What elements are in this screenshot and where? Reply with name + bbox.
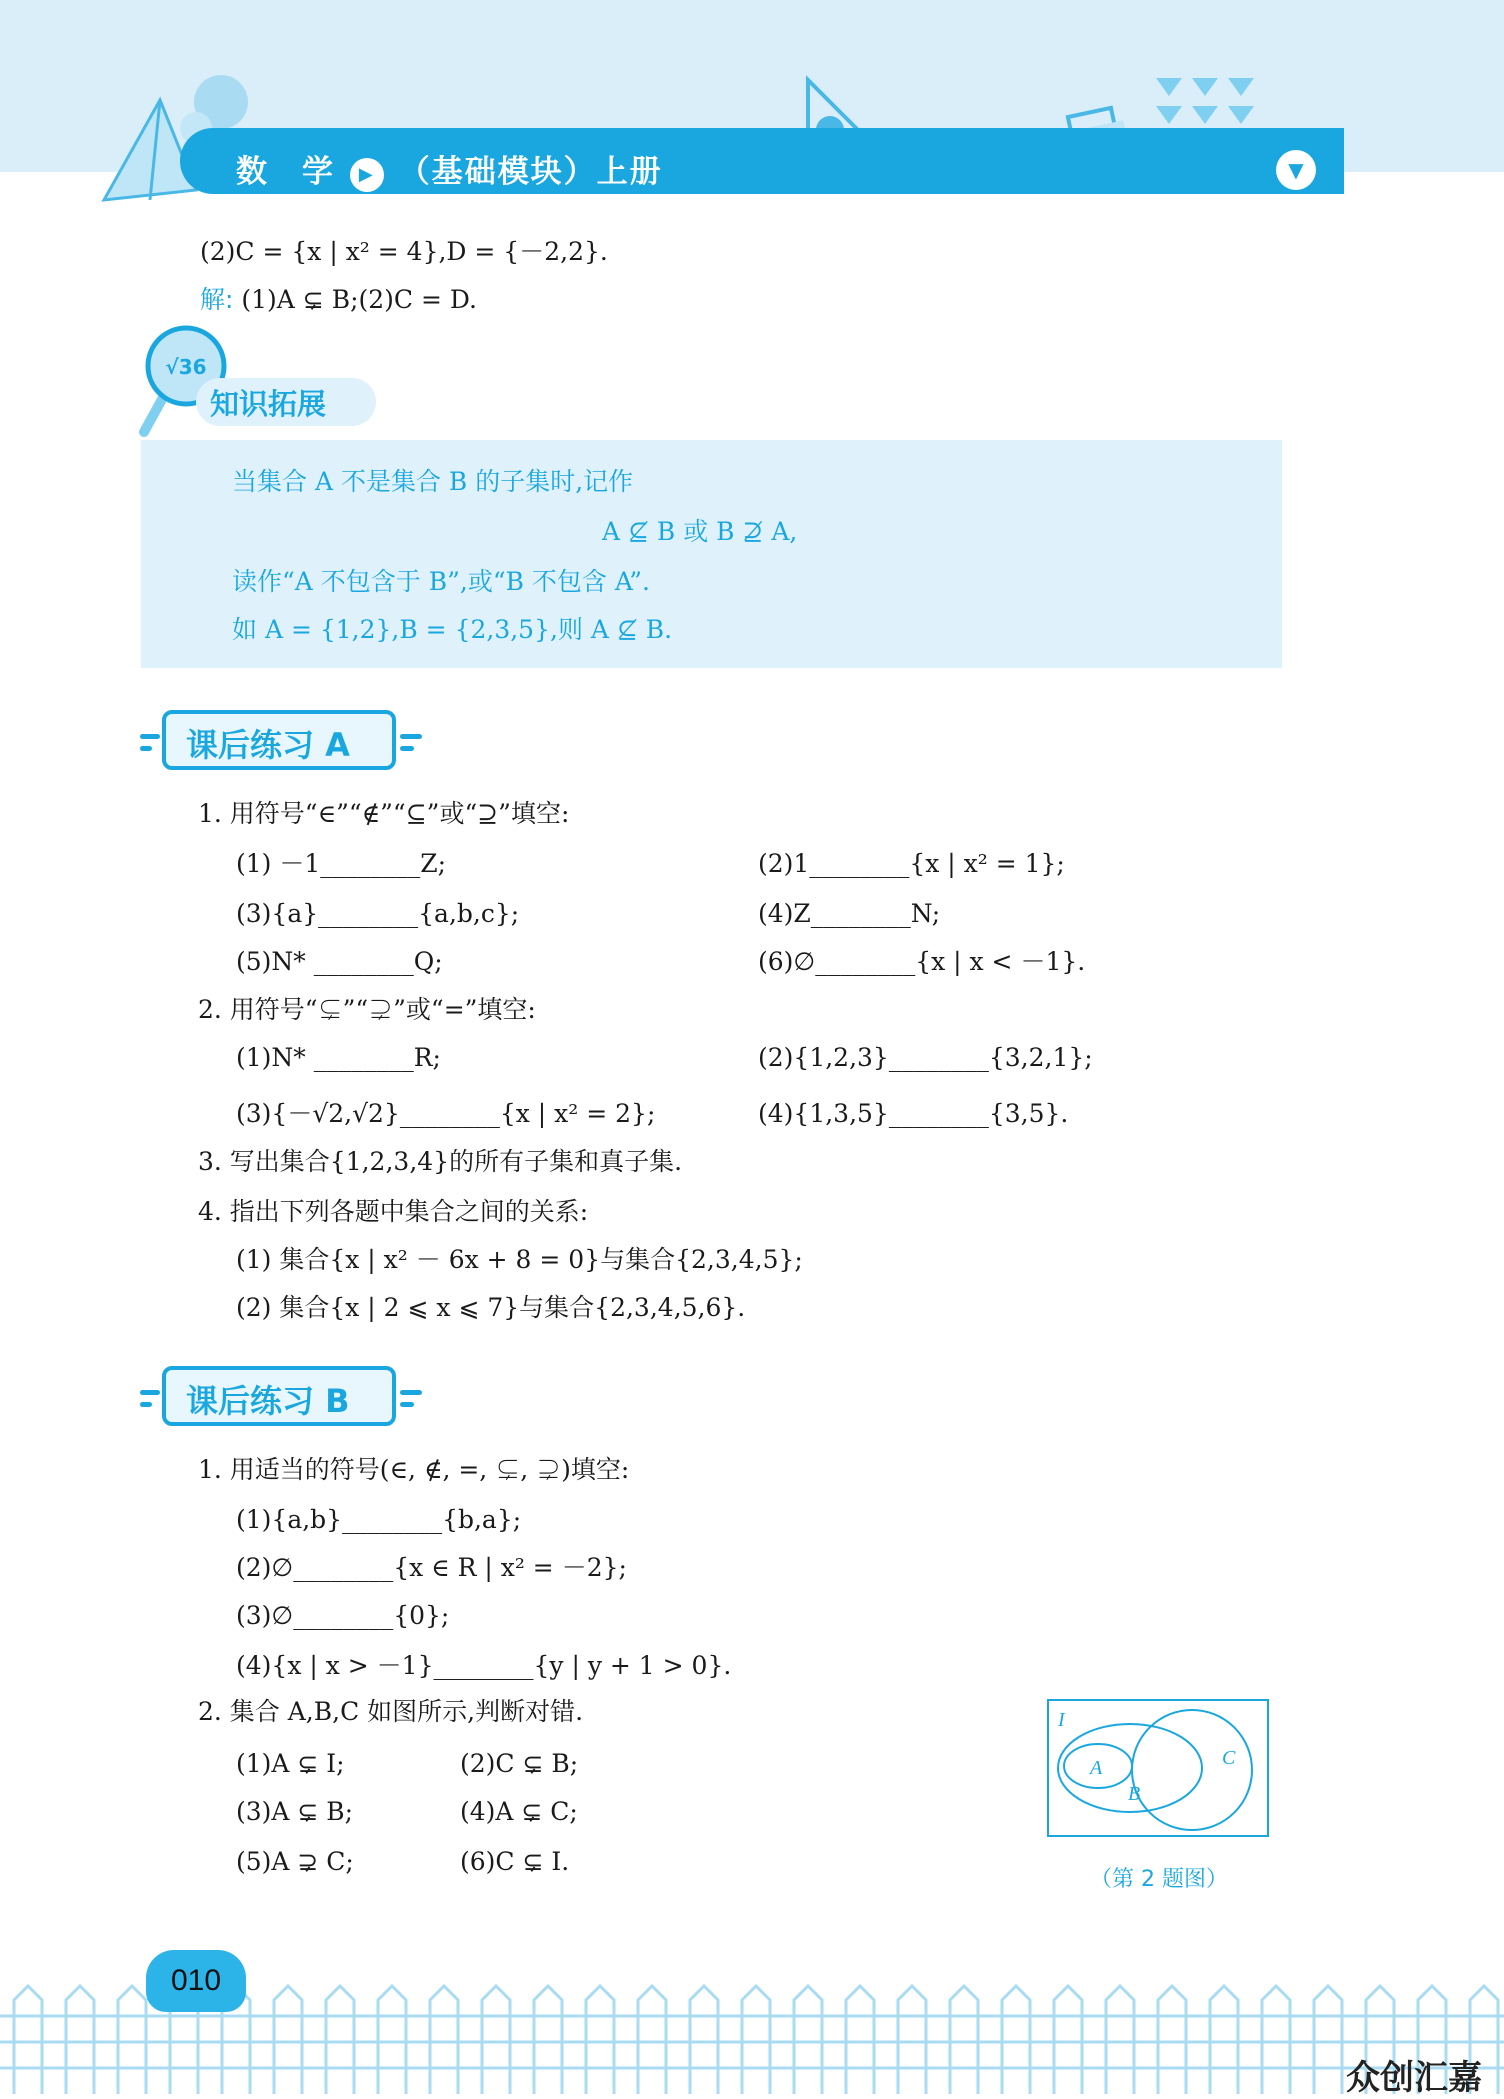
heading-dash <box>140 734 160 739</box>
question-a4: 4. 指出下列各题中集合之间的关系: <box>198 1197 589 1226</box>
question-b2-item: (2)C ⊊ B; <box>460 1749 579 1778</box>
example-line: (2)C = {x | x² = 4},D = {－2,2}. <box>200 237 608 266</box>
exercise-a-title: 课后练习 A <box>186 726 350 764</box>
knowledge-line: 如 A = {1,2},B = {2,3,5},则 A ⊈ B. <box>232 615 673 644</box>
question-b2-item: (4)A ⊊ C; <box>460 1797 578 1826</box>
question-a1-item: (3){a}________{a,b,c}; <box>236 899 520 928</box>
question-a4-item: (2) 集合{x | 2 ⩽ x ⩽ 7}与集合{2,3,4,5,6}. <box>236 1293 746 1322</box>
question-a2-item: (3){－√2,√2}________{x | x² = 2}; <box>236 1099 656 1128</box>
question-a1-item: (2)1________{x | x² = 1}; <box>758 849 1065 878</box>
question-a1-item: (1) －1________Z; <box>236 849 447 878</box>
question-a2-item: (4){1,3,5}________{3,5}. <box>758 1099 1069 1128</box>
question-a2-item: (2){1,2,3}________{3,2,1}; <box>758 1043 1093 1072</box>
question-b2-item: (6)C ⊊ I. <box>460 1847 570 1876</box>
question-b1-item: (3)∅________{0}; <box>236 1601 450 1630</box>
heading-dash <box>400 1402 414 1407</box>
question-a1-item: (6)∅________{x | x < －1}. <box>758 947 1086 976</box>
label-i: I <box>1058 1709 1065 1731</box>
heading-dash <box>140 1402 152 1407</box>
question-a2-item: (1)N* ________R; <box>236 1043 441 1072</box>
heading-dash <box>140 746 152 751</box>
figure-caption: （第 2 题图） <box>1090 1867 1228 1892</box>
question-a3: 3. 写出集合{1,2,3,4}的所有子集和真子集. <box>198 1147 683 1176</box>
answer-text: (1)A ⊊ B;(2)C = D. <box>241 285 477 314</box>
label-a: A <box>1090 1757 1103 1779</box>
question-b2: 2. 集合 A,B,C 如图所示,判断对错. <box>198 1697 584 1726</box>
exercise-b-title: 课后练习 B <box>186 1382 350 1420</box>
knowledge-line: 读作“A 不包含于 B”,或“B 不包含 A”. <box>232 567 650 596</box>
label-c: C <box>1222 1747 1236 1769</box>
knowledge-title: 知识拓展 <box>210 387 327 421</box>
question-a1-item: (5)N* ________Q; <box>236 947 443 976</box>
play-icon: ▶ <box>350 158 384 192</box>
question-b2-item: (1)A ⊊ I; <box>236 1749 345 1778</box>
knowledge-formula: A ⊈ B 或 B ⊉ A, <box>602 517 798 546</box>
question-b2-item: (5)A ⊋ C; <box>236 1847 354 1876</box>
label-b: B <box>1128 1783 1141 1805</box>
set-c-circle <box>1132 1710 1252 1830</box>
book-label: （基础模块）上册 <box>398 154 663 190</box>
knowledge-line: 当集合 A 不是集合 B 的子集时,记作 <box>232 467 634 496</box>
heading-dash <box>400 734 422 739</box>
chevron-down-icon: ▼ <box>1276 150 1316 190</box>
heading-dash <box>400 746 414 751</box>
heading-dash <box>400 1390 422 1395</box>
header-decoration <box>0 0 1504 230</box>
watermark: 众创汇嘉 <box>1346 2058 1482 2098</box>
question-b1: 1. 用适当的符号(∈, ∉, =, ⊊, ⊋)填空: <box>198 1455 630 1484</box>
question-a2: 2. 用符号“⊊”“⊋”或“=”填空: <box>198 995 536 1024</box>
heading-dash <box>140 1390 160 1395</box>
question-a1: 1. 用符号“∈”“∉”“⊆”或“⊇”填空: <box>198 799 570 828</box>
subject-label: 数 学 <box>236 154 335 190</box>
question-a4-item: (1) 集合{x | x² － 6x + 8 = 0}与集合{2,3,4,5}; <box>236 1245 803 1274</box>
page-number: 010 <box>146 1950 246 2012</box>
question-b1-item: (2)∅________{x ∈ R | x² = －2}; <box>236 1553 627 1582</box>
question-b1-item: (4){x | x > －1}________{y | y + 1 > 0}. <box>236 1651 732 1680</box>
answer-line <box>200 284 477 316</box>
question-b2-item: (3)A ⊊ B; <box>236 1797 354 1826</box>
badge-text: √36 <box>165 355 207 379</box>
question-a1-item: (4)Z________N; <box>758 899 941 928</box>
question-b1-item: (1){a,b}________{b,a}; <box>236 1505 522 1534</box>
answer-label: 解: <box>200 285 234 314</box>
triangle-icon <box>1156 78 1182 96</box>
book-title <box>236 146 663 192</box>
venn-diagram <box>1046 1698 1270 1838</box>
